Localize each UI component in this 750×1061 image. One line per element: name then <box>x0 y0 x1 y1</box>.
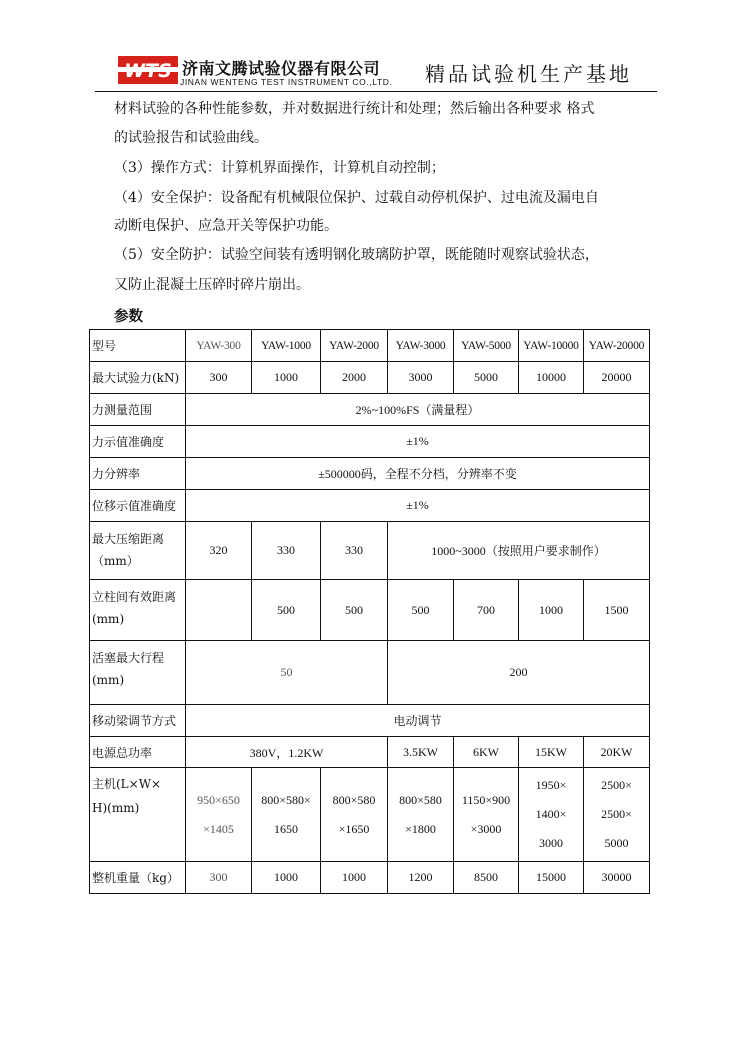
weight-cell: 8500 <box>454 862 519 894</box>
disp-accuracy-cell: ±1% <box>186 490 650 522</box>
body-line-7: 又防止混凝土压碎时碎片崩出。 <box>114 277 310 293</box>
body-line-4: （4）安全保护：设备配有机械限位保护、过载自动停机保护、过电流及漏电自 <box>114 190 599 206</box>
row-label: 位移示值准确度 <box>90 490 186 522</box>
model-cell: YAW-1000 <box>252 330 321 362</box>
max-force-cell: 1000 <box>252 362 321 394</box>
max-force-cell: 20000 <box>584 362 650 394</box>
row-label: 电源总功率 <box>90 737 186 768</box>
body-line-5: 动断电保护、应急开关等保护功能。 <box>114 218 338 234</box>
power-cell: 3.5KW <box>388 737 454 768</box>
row-label <box>90 768 186 862</box>
row-label-line: （mm） <box>92 554 139 568</box>
row-label <box>90 522 186 580</box>
table-row-power <box>90 737 650 768</box>
model-cell: YAW-300 <box>186 330 252 362</box>
weight-cell: 1200 <box>388 862 454 894</box>
body-line-3: （3）操作方式：计算机界面操作，计算机自动控制； <box>114 160 445 176</box>
row-label: 移动梁调节方式 <box>90 705 186 737</box>
column-space-cell: 700 <box>454 580 519 641</box>
row-label-line: 最大压缩距离 <box>92 532 165 546</box>
size-cell: 1950× 1400× 3000 <box>519 768 584 862</box>
table-row-piston <box>90 641 650 705</box>
power-cell: 15KW <box>519 737 584 768</box>
row-label: 型号 <box>90 330 186 362</box>
column-space-cell: 500 <box>252 580 321 641</box>
weight-cell: 300 <box>186 862 252 894</box>
model-cell: YAW-20000 <box>584 330 650 362</box>
column-space-cell: 1000 <box>519 580 584 641</box>
piston-cell: 200 <box>388 641 650 705</box>
header-slogan: 精品试验机生产基地 <box>425 62 632 86</box>
force-range-cell: 2%~100%FS（满量程） <box>186 394 650 426</box>
table-row-column-space <box>90 580 650 641</box>
body-line-2: 的试验报告和试验曲线。 <box>114 130 268 146</box>
piston-cell: 50 <box>186 641 388 705</box>
row-label-line: 立柱间有效距离 <box>92 590 177 604</box>
table-row-max-force <box>90 362 650 394</box>
table-row-model <box>90 330 650 362</box>
row-label: 整机重量（kg） <box>90 862 186 894</box>
size-cell: 950×650 ×1405 <box>186 768 252 862</box>
max-force-cell: 300 <box>186 362 252 394</box>
table-row-size <box>90 768 650 862</box>
size-cell: 800×580× 1650 <box>252 768 321 862</box>
max-force-cell: 3000 <box>388 362 454 394</box>
spec-table <box>89 329 650 894</box>
max-force-cell: 2000 <box>321 362 388 394</box>
row-label-line: H)(mm) <box>92 801 140 815</box>
resolution-cell: ±500000码，全程不分档，分辨率不变 <box>186 458 650 490</box>
model-cell: YAW-5000 <box>454 330 519 362</box>
power-cell: 20KW <box>584 737 650 768</box>
table-row-max-compress <box>90 522 650 580</box>
weight-cell: 1000 <box>321 862 388 894</box>
column-space-cell <box>186 580 252 641</box>
max-compress-cell: 330 <box>321 522 388 580</box>
table-row-weight <box>90 862 650 894</box>
max-force-cell: 5000 <box>454 362 519 394</box>
body-line-1: 材料试验的各种性能参数，并对数据进行统计和处理；然后输出各种要求 格式 <box>114 101 595 117</box>
model-cell: YAW-3000 <box>388 330 454 362</box>
company-logo <box>118 50 393 92</box>
model-cell: YAW-10000 <box>519 330 584 362</box>
row-label: 力测量范围 <box>90 394 186 426</box>
power-cell: 6KW <box>454 737 519 768</box>
table-row-force-accuracy <box>90 426 650 458</box>
header-divider <box>95 91 657 92</box>
table-row-beam <box>90 705 650 737</box>
size-cell: 1150×900 ×3000 <box>454 768 519 862</box>
size-cell: 800×580 ×1650 <box>321 768 388 862</box>
logo-letters: WTS <box>124 60 172 82</box>
row-label: 力示值准确度 <box>90 426 186 458</box>
size-cell: 2500× 2500× 5000 <box>584 768 650 862</box>
company-name-en: JINAN WENTENG TEST INSTRUMENT CO.,LTD. <box>180 77 393 87</box>
row-label-line: 主机(L×W× <box>92 777 162 791</box>
max-compress-cell: 320 <box>186 522 252 580</box>
row-label: 力分辨率 <box>90 458 186 490</box>
max-compress-rest-cell: 1000~3000（按照用户要求制作） <box>388 522 650 580</box>
size-cell: 800×580 ×1800 <box>388 768 454 862</box>
max-compress-cell: 330 <box>252 522 321 580</box>
row-label-line: (mm) <box>92 673 125 687</box>
row-label <box>90 580 186 641</box>
company-name-cn: 济南文腾试验仪器有限公司 <box>182 59 381 78</box>
body-line-6: （5）安全防护：试验空间装有透明钢化玻璃防护罩，既能随时观察试验状态， <box>114 247 599 263</box>
column-space-cell: 500 <box>388 580 454 641</box>
table-row-disp-accuracy <box>90 490 650 522</box>
column-space-cell: 500 <box>321 580 388 641</box>
wts-logo-icon <box>118 56 178 84</box>
column-space-cell: 1500 <box>584 580 650 641</box>
weight-cell: 15000 <box>519 862 584 894</box>
beam-cell: 电动调节 <box>186 705 650 737</box>
force-accuracy-cell: ±1% <box>186 426 650 458</box>
row-label-line: 活塞最大行程 <box>92 651 165 665</box>
row-label-line: (mm) <box>92 612 125 626</box>
section-title: 参数 <box>114 309 143 325</box>
power-cell: 380V，1.2KW <box>186 737 388 768</box>
weight-cell: 30000 <box>584 862 650 894</box>
weight-cell: 1000 <box>252 862 321 894</box>
row-label: 最大试验力(kN) <box>90 362 186 394</box>
row-label <box>90 641 186 705</box>
model-cell: YAW-2000 <box>321 330 388 362</box>
table-row-force-range <box>90 394 650 426</box>
table-row-resolution <box>90 458 650 490</box>
max-force-cell: 10000 <box>519 362 584 394</box>
